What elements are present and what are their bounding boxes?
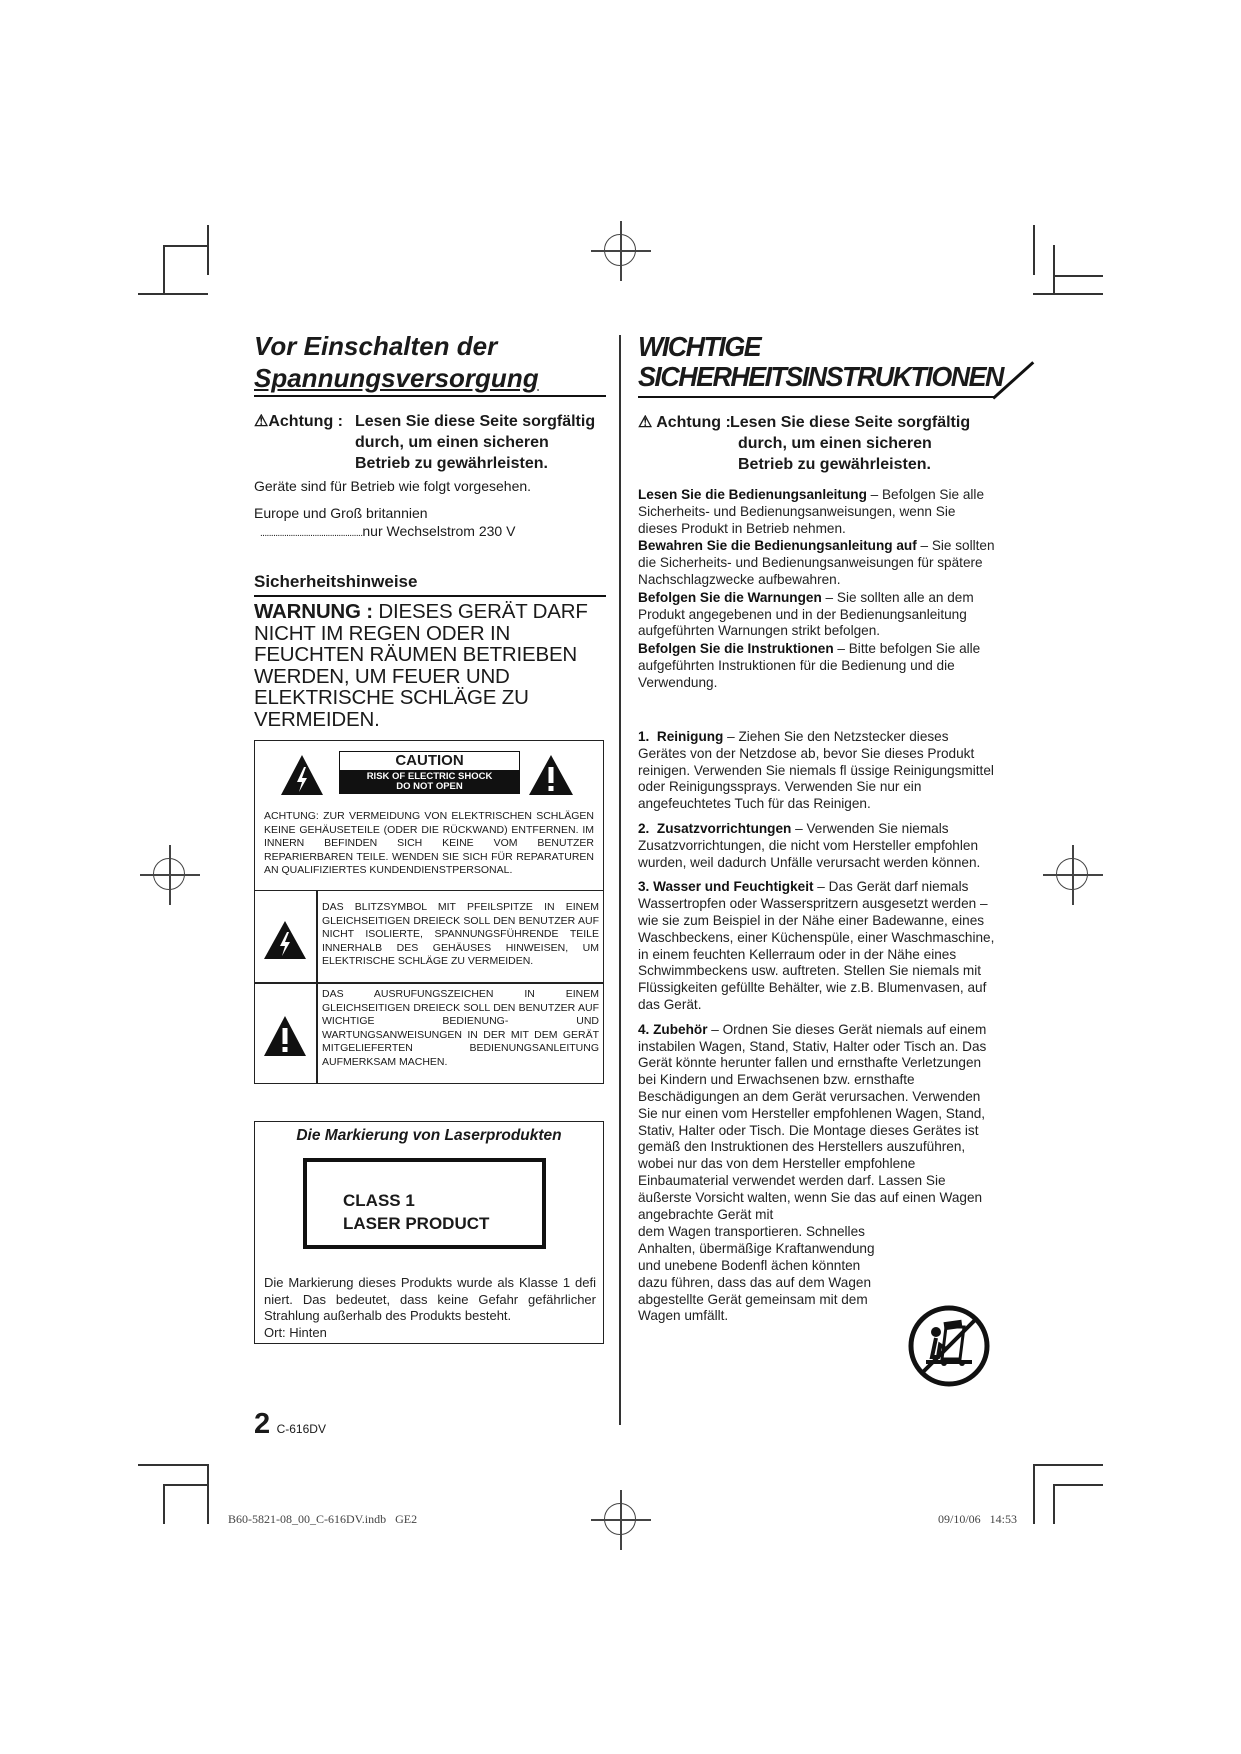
- safety-heading: Sicherheitshinweise: [254, 572, 418, 591]
- cart-tipover-icon: [908, 1305, 990, 1387]
- crop-mark: [1053, 1484, 1103, 1486]
- title-line: WICHTIGE: [638, 331, 761, 362]
- title-rule: [254, 395, 606, 397]
- laser-heading: Die Markierung von Laserprodukten: [296, 1127, 562, 1144]
- lightning-triangle-icon: [279, 753, 325, 797]
- item-text: dem Wagen transportieren. Schnelles Anhalten, übermäßige Kraftanwendung und unebene Bodenfl ächen könnten dazu führen, dass das auf dem Wagen abgestellte Gerät gemeinsam mit dem Wagen umfällt.: [638, 1224, 875, 1324]
- crop-mark: [1033, 1464, 1103, 1466]
- supply-value: nur Wechselstrom 230 V: [362, 523, 516, 539]
- intro-paragraph: [638, 590, 996, 640]
- print-file-info: B60-5821-08_00_C-616DV.indb GE2: [228, 1512, 418, 1526]
- item-text: – Verwenden Sie niemals Zusatzvorrichtungen, die nicht vom Hersteller empfohlen wurden, weil dadurch Unfälle verursacht werden können.: [638, 820, 981, 870]
- exclamation-triangle-icon: [527, 753, 575, 797]
- item-title: Zubehör: [653, 1021, 708, 1037]
- item-number: 3.: [638, 879, 650, 895]
- item-text: – Ziehen Sie den Netzstecker dieses Gerätes von der Netzdose ab, bevor Sie dieses Produkt reinigen. Verwenden Sie niemals fl üssige Reinigungsmittel oder Reinigungssprays. Verwenden Sie nur ein angefeuchtetes Tuch für das Reinigen.: [638, 729, 994, 812]
- crop-mark: [163, 245, 208, 247]
- title-line: Vor Einschalten der: [254, 331, 498, 361]
- warnung-label: WARNUNG :: [254, 600, 373, 623]
- intro-paragraph: [638, 641, 996, 691]
- laser-box: [254, 1121, 604, 1344]
- crop-mark: [1053, 245, 1055, 293]
- item-text: – Ordnen Sie dieses Gerät niemals auf einem instabilen Wagen, Stand, Stativ, Halter oder Tisch an. Das Gerät könnte herunter fallen und ernsthafte Verletzungen bei Kindern und Erwachsenen bzw. ernsthafte Beschädigungen an dem Gerät verursachen. Verwenden Sie nur einen vom Hersteller empfohlenen Wagen, Stand, Stativ, Halter oder Tisch. Die Montage dieses Gerätes ist gemäß den Instruktionen des Herstellers auszuführen, wobei nur das von dem Hersteller empfohlene Einbaumaterial verwendet werden darf. Lassen Sie äußerste Vorsicht walten, wenn Sie das auf einen Wagen angebrachte Gerät mit: [638, 1021, 987, 1222]
- warning-triangle-icon: ⚠: [254, 413, 269, 430]
- numbered-list: [638, 729, 996, 1326]
- laser-class-text: CLASS 1: [343, 1191, 415, 1210]
- right-column: [638, 331, 1008, 1324]
- achtung-line: durch, um einen sicheren: [355, 434, 549, 451]
- achtung-label: Achtung :: [656, 414, 731, 431]
- symbol-table-hline: [255, 982, 603, 984]
- supply-line: [260, 522, 606, 543]
- paragraph-text: – Bitte befolgen Sie alle aufgeführten Instruktionen für die Bedienung und die Verwendung.: [638, 641, 981, 690]
- laser-product-text: LASER PRODUCT: [343, 1214, 490, 1233]
- region-text: Europe und Groß britannien: [254, 505, 428, 521]
- paragraph-text: – Sie sollten die Sicherheits- und Bedienungsanweisungen für spätere Nachschlagzwecke aufbewahren.: [638, 538, 995, 587]
- paragraph-title: Lesen Sie die Bedienungsanleitung: [638, 487, 867, 502]
- laser-label: [303, 1158, 546, 1249]
- achtung-block: [254, 411, 606, 472]
- title-line: SICHERHEITSINSTRUKTIONEN: [638, 361, 1003, 392]
- registration-mark: [140, 845, 200, 905]
- caution-sub-line: RISK OF ELECTRIC SHOCK: [366, 771, 493, 782]
- crop-mark: [138, 293, 208, 295]
- crop-mark: [163, 1484, 208, 1486]
- title-line: Spannungsversorgung: [254, 363, 539, 393]
- paragraph-title: Befolgen Sie die Warnungen: [638, 589, 822, 605]
- registration-mark: [1043, 845, 1103, 905]
- achtung-text: [730, 412, 1018, 475]
- caution-title: CAUTION: [395, 752, 464, 769]
- item-title: Reinigung: [656, 729, 724, 744]
- achtung-label: Achtung :: [268, 413, 343, 430]
- laser-text: Die Markierung dieses Produkts wurde als Klasse 1 defi niert. Das bedeutet, dass keine Gefahr gefährlicher Strahlung außerhalb des Produkts besteht.: [264, 1275, 596, 1323]
- lightning-triangle-icon: [262, 919, 308, 961]
- list-item: [638, 879, 996, 1013]
- paragraph-text: – Befolgen Sie alle Sicherheits- und Bedienungsanweisungen, wenn Sie dieses Produkt in Betrieb nehmen.: [638, 487, 985, 536]
- lightning-text: DAS BLITZSYMBOL MIT PFEILSPITZE IN EINEM GLEICHSEITIGEN DREIECK SOLL DEN BENUTZER AUF NICHT ISOLIERTE, SPANNUNGSFÜHRENDE TEILE INNERHALB DES GEHÄUSES HINWEISEN, UM ELEKTRISCHE SCHLÄGE ZU VERMEIDEN.: [322, 901, 599, 967]
- warnung-text: DIESES GERÄT DARF NICHT IM REGEN ODER IN FEUCHTEN RÄUMEN BETRIEBEN WERDEN, UM FEUER UND ELEKTRISCHE SCHLÄGE ZU VERMEIDEN.: [254, 600, 588, 731]
- caution-sub-line: DO NOT OPEN: [396, 781, 463, 792]
- paragraph-text: – Sie sollten alle an dem Produkt angegebenen und in der Bedienungsanleitung aufgeführten Warnungen strikt befolgen.: [638, 589, 974, 639]
- caution-text: ACHTUNG: ZUR VERMEIDUNG VON ELEKTRISCHEN SCHLÄGEN KEINE GEHÄUSETEILE (ODER DIE RÜCKWAND) ENTFERNEN. IM INNERN BEFINDEN SICH KEINE VOM BENUTZER REPARIERBAREN TEILE. WENDEN SIE SICH FÜR REPARATUREN AN QUALIFIZIERTES KUNDENDIENSTPERSONAL.: [264, 810, 594, 876]
- laser-location: Ort: Hinten: [264, 1325, 327, 1340]
- registration-mark: [591, 1490, 651, 1550]
- crop-mark: [1033, 293, 1103, 295]
- crop-mark: [1053, 1484, 1055, 1524]
- intro-text: Geräte sind für Betrieb wie folgt vorgesehen.: [254, 478, 532, 494]
- achtung-line: Betrieb zu gewährleisten.: [355, 455, 548, 472]
- intro-paragraph: [638, 487, 996, 537]
- intro-list: [638, 487, 996, 693]
- list-item: [638, 821, 996, 871]
- item-number: 4.: [638, 1021, 650, 1037]
- paragraph-title: Bewahren Sie die Bedienungsanleitung auf: [638, 538, 917, 554]
- achtung-block: [638, 412, 1018, 473]
- crop-mark: [1053, 275, 1103, 277]
- section-title: [638, 331, 1003, 392]
- caution-box: [254, 740, 604, 891]
- exclamation-triangle-icon: [262, 1014, 308, 1058]
- dot-leader: ...............................................: [260, 528, 363, 539]
- title-rule: [638, 396, 994, 398]
- crop-mark: [1033, 225, 1035, 275]
- crop-mark: [1033, 1464, 1035, 1524]
- crop-mark: [138, 1464, 208, 1466]
- achtung-text: [355, 411, 615, 474]
- item-title: Zusatzvorrichtungen: [656, 820, 792, 836]
- column-divider: [619, 335, 621, 1425]
- list-item: [638, 729, 996, 813]
- achtung-line: Betrieb zu gewährleisten.: [738, 456, 931, 473]
- warning-triangle-icon: ⚠: [638, 414, 653, 431]
- crop-mark: [207, 225, 209, 275]
- symbol-table: [254, 890, 604, 1084]
- left-column: [254, 330, 606, 1344]
- item-number: 2.: [638, 820, 650, 836]
- exclamation-text: DAS AUSRUFUNGSZEICHEN IN EINEM GLEICHSEITIGEN DREIECK SOLL DEN BENUTZER AUF WICHTIGE BEDIENUNG- UND WARTUNGSANWEISUNGEN IN DER MIT DEM GERÄT MITGELIEFERTEN BEDIENUNGSANLEITUNG AUFMERKSAM MACHEN.: [322, 988, 599, 1068]
- crop-mark: [207, 1464, 209, 1524]
- list-item: [638, 1022, 996, 1224]
- model-name: C-616DV: [276, 1422, 326, 1436]
- warnung-block: [254, 601, 606, 730]
- intro-paragraph: [638, 538, 996, 588]
- item-number: 1.: [638, 729, 650, 744]
- print-date: 09/10/06 14:53: [938, 1512, 1018, 1526]
- safety-rule: [254, 595, 606, 597]
- caution-sub: [340, 770, 519, 793]
- list-item-continued: [638, 1224, 888, 1325]
- page-title: [254, 330, 606, 394]
- crop-mark: [163, 245, 165, 293]
- page-number: 2: [254, 1408, 271, 1440]
- registration-mark: [591, 221, 651, 281]
- item-title: Wasser und Feuchtigkeit: [653, 879, 814, 895]
- item-text: – Das Gerät darf niemals Wassertropfen oder Wasserspritzern ausgesetzt werden – wie sie zum Beispiel in der Nähe einer Badewanne, eines Waschbeckens, einer Küchenspüle, einer Waschmaschine, in einem feuchten Kellerraum oder in der Nähe eines Schwimmbeckens usw. auftreten. Stellen Sie niemals mit Flüssigkeiten gefüllte Behälter, wie z.B. Blumenvasen, auf das Gerät.: [638, 879, 995, 1012]
- crop-mark: [163, 1484, 165, 1524]
- achtung-line: Lesen Sie diese Seite sorgfältig: [730, 414, 971, 431]
- paragraph-title: Befolgen Sie die Instruktionen: [638, 641, 834, 657]
- achtung-line: Lesen Sie diese Seite sorgfältig: [355, 413, 596, 430]
- symbol-table-vline: [316, 891, 318, 1083]
- page-footer: [254, 1408, 326, 1441]
- caution-label: [339, 751, 520, 794]
- achtung-line: durch, um einen sicheren: [738, 435, 932, 452]
